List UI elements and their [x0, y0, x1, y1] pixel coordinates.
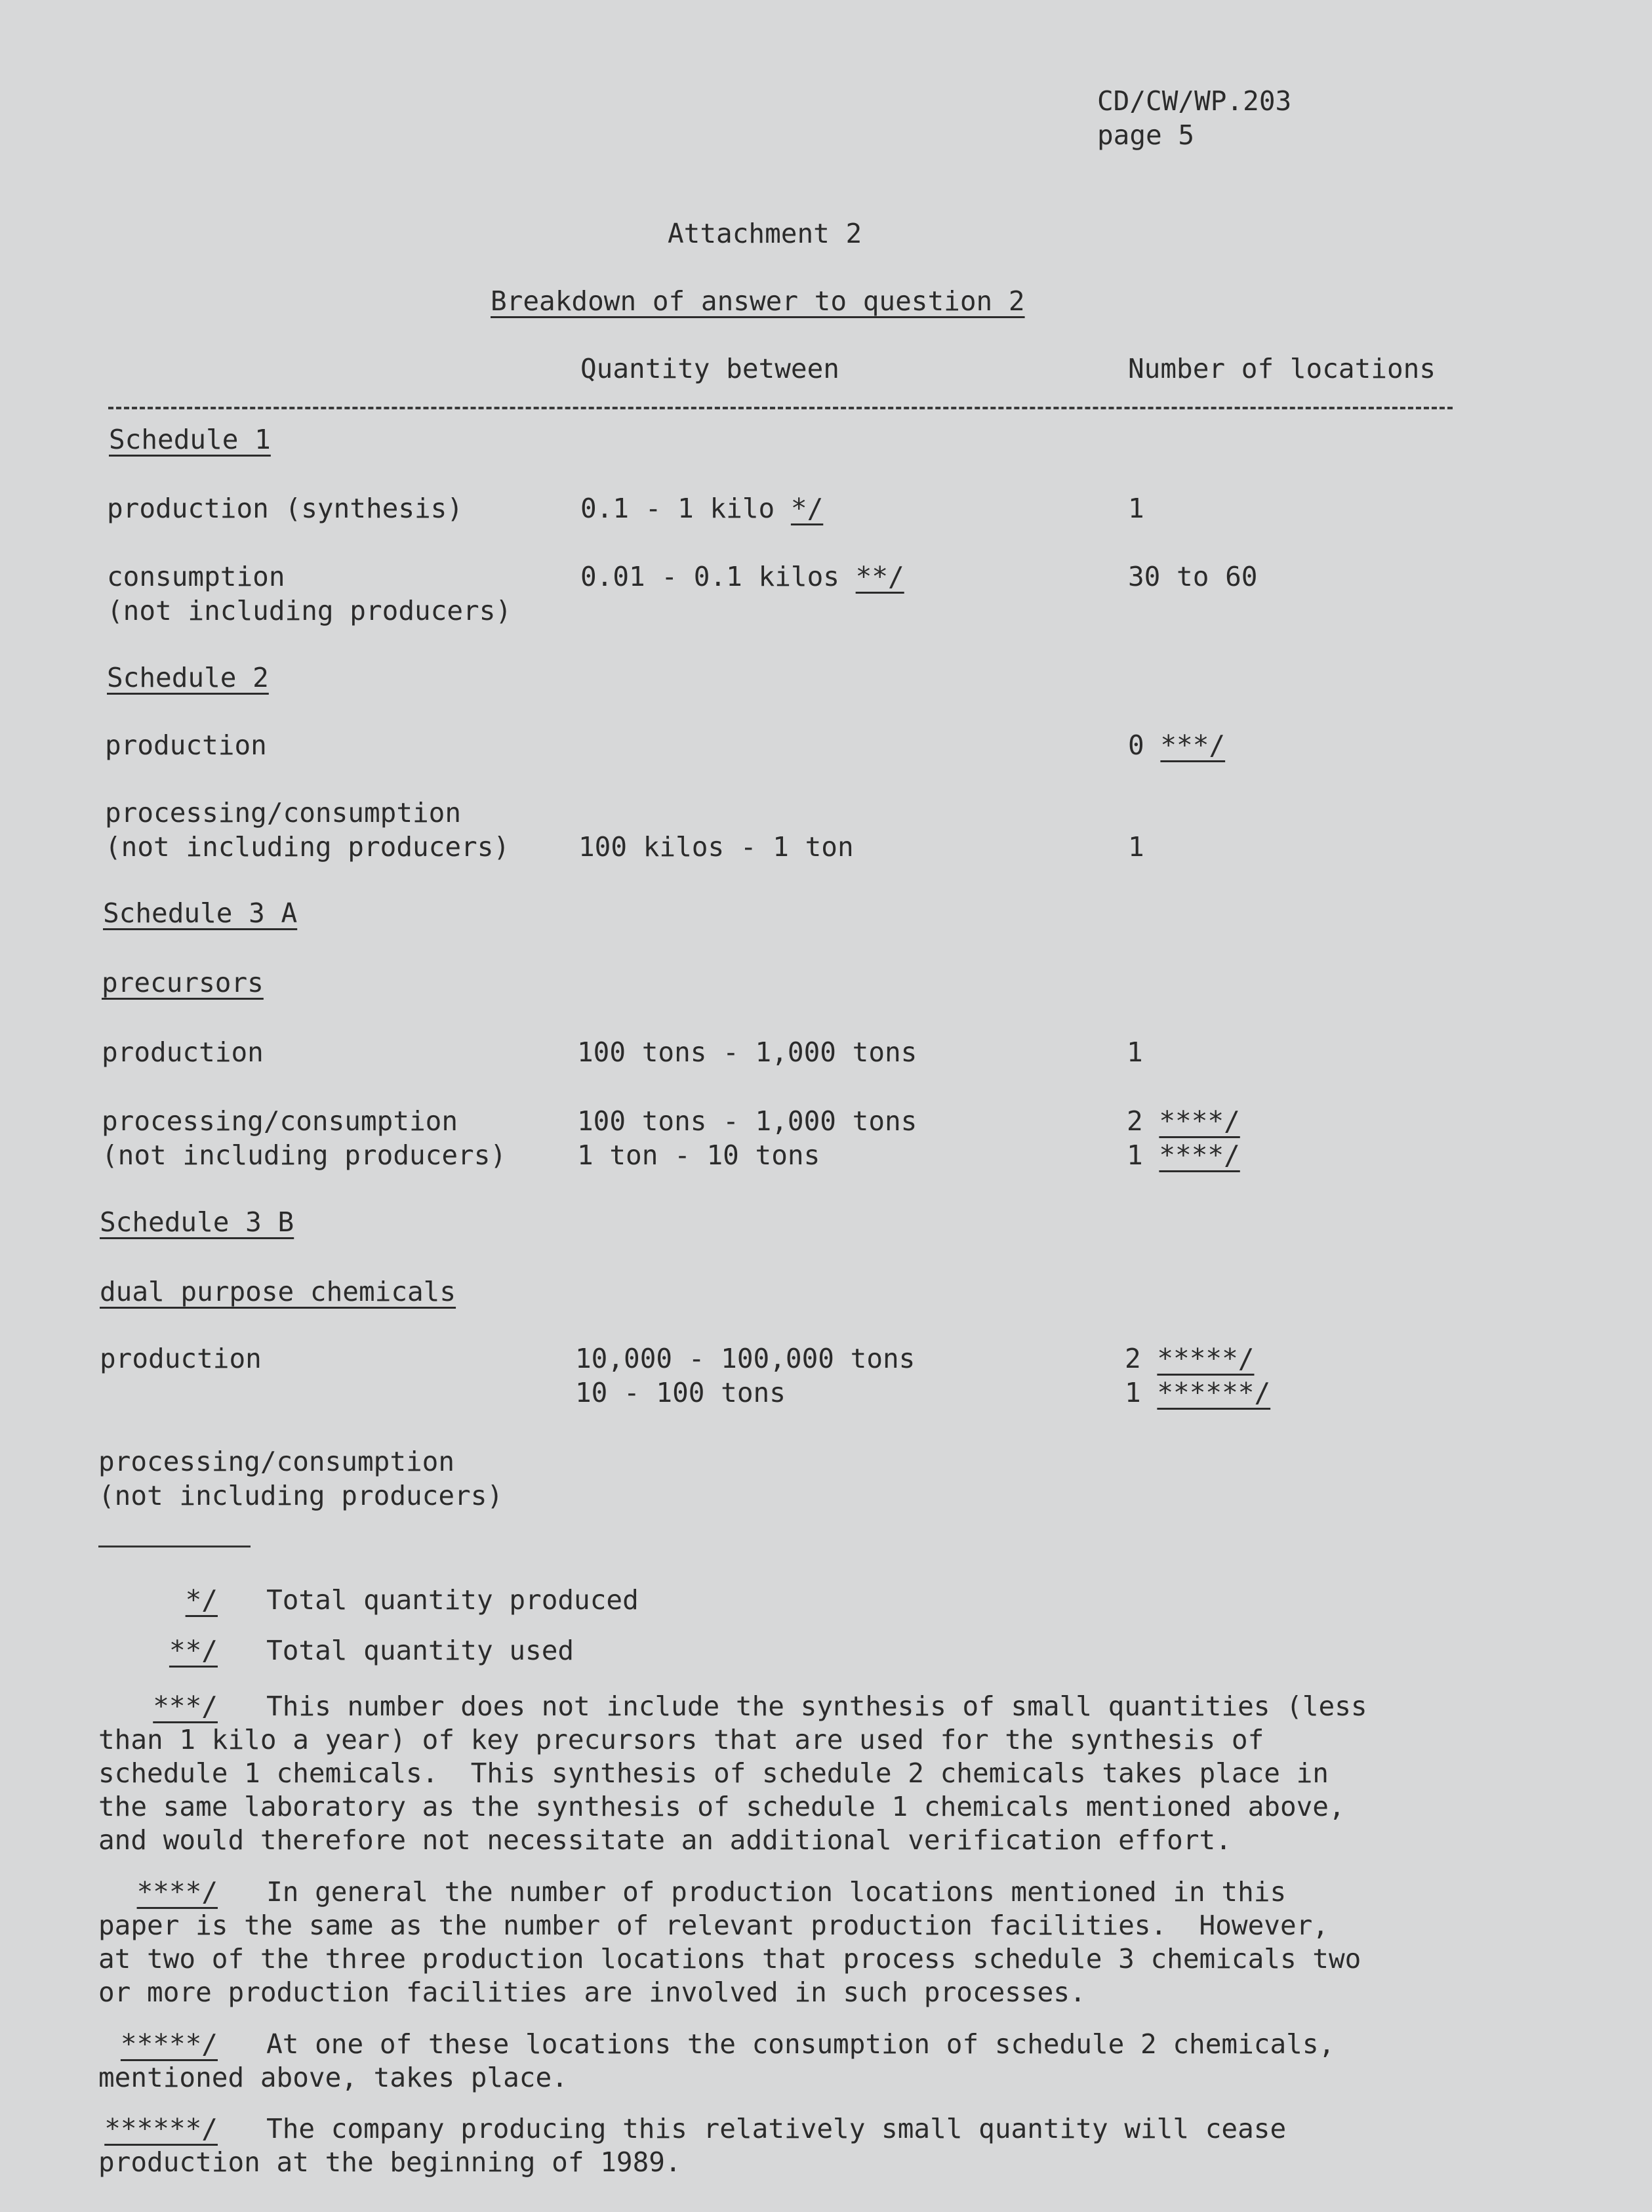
footnote-line: or more production facilities are involved in such processes.	[98, 1976, 1086, 2008]
column-header-locations: Number of locations	[1128, 353, 1436, 384]
footnote-ref: */	[790, 493, 824, 524]
schedule-3a-subheading: precursors	[102, 967, 264, 998]
s3a-processing-quantity-2: 1 ton - 10 tons	[577, 1139, 820, 1171]
footnote-1	[98, 1584, 1443, 1617]
footnote-3	[98, 1690, 1443, 1857]
footnote-mark: *****/	[120, 2028, 218, 2060]
schedule-3b-subheading: dual purpose chemicals	[100, 1276, 456, 1307]
attachment-label: Attachment 2	[668, 218, 862, 249]
column-header-quantity: Quantity between	[580, 353, 839, 384]
footnote-ref: **/	[855, 561, 904, 592]
s3a-processing-locations-2: 1 ****/	[1127, 1139, 1240, 1171]
footnote-mark: */	[185, 1584, 218, 1616]
footnote-5	[98, 2028, 1443, 2095]
dashed-separator	[108, 407, 1453, 409]
footnote-mark: ******/	[104, 2113, 218, 2144]
footnote-line: mentioned above, takes place.	[98, 2062, 568, 2093]
footnote-ref: ****/	[1159, 1105, 1240, 1137]
document-reference: CD/CW/WP.203	[1097, 85, 1292, 117]
s3a-production-label: production	[102, 1036, 264, 1068]
footnote-line: than 1 kilo a year) of key precursors that are used for the synthesis of	[98, 1724, 1264, 1755]
s2-processing-label: processing/consumption	[105, 797, 462, 829]
s3a-processing-quantity-1: 100 tons - 1,000 tons	[577, 1105, 917, 1137]
s3b-processing-label: processing/consumption	[98, 1446, 455, 1477]
schedule-3a-heading: Schedule 3 A	[103, 897, 298, 929]
s3a-production-locations: 1	[1127, 1036, 1143, 1068]
footnote-line: ***/ This number does not include the synthesis of small quantities (less	[98, 1690, 1443, 1723]
s1-production-locations: 1	[1128, 493, 1144, 524]
s3b-production-locations-2: 1 ******/	[1125, 1377, 1271, 1408]
footnote-line: and would therefore not necessitate an additional verification effort.	[98, 1824, 1232, 1856]
s3a-processing-note: (not including producers)	[102, 1139, 507, 1171]
s2-processing-note: (not including producers)	[105, 831, 510, 863]
footnote-4	[98, 1875, 1443, 2009]
footnote-mark: **/	[169, 1635, 218, 1666]
footnote-separator	[98, 1546, 251, 1547]
footnote-line: */ Total quantity produced	[98, 1584, 1443, 1617]
footnote-6	[98, 2112, 1443, 2179]
s1-consumption-locations: 30 to 60	[1128, 561, 1258, 592]
s3a-processing-label: processing/consumption	[102, 1105, 458, 1137]
footnote-mark: ****/	[136, 1876, 218, 1908]
s3b-production-locations-1: 2 *****/	[1125, 1343, 1255, 1374]
s2-processing-quantity: 100 kilos - 1 ton	[578, 831, 854, 863]
footnote-ref: ****/	[1159, 1139, 1240, 1171]
footnote-line: at two of the three production locations that process schedule 3 chemicals two	[98, 1943, 1361, 1975]
s3a-production-quantity: 100 tons - 1,000 tons	[577, 1036, 917, 1068]
footnote-line: ****/ In general the number of production locations mentioned in this	[98, 1875, 1443, 1909]
s1-consumption-quantity: 0.01 - 0.1 kilos **/	[580, 561, 904, 592]
footnote-ref: ***/	[1160, 729, 1226, 761]
page-title: Breakdown of answer to question 2	[491, 285, 1025, 317]
footnote-line: **/ Total quantity used	[98, 1634, 1443, 1668]
schedule-1-heading: Schedule 1	[109, 424, 271, 455]
page-number: page 5	[1097, 119, 1195, 151]
schedule-2-heading: Schedule 2	[107, 662, 269, 693]
footnote-line: paper is the same as the number of relevant production facilities. However,	[98, 1910, 1329, 1941]
schedule-3b-heading: Schedule 3 B	[100, 1206, 294, 1238]
footnote-mark: ***/	[153, 1690, 218, 1722]
s2-production-label: production	[105, 729, 267, 761]
s3b-production-quantity-1: 10,000 - 100,000 tons	[575, 1343, 916, 1374]
s1-consumption-label: consumption	[107, 561, 285, 592]
footnote-ref: ******/	[1157, 1377, 1271, 1408]
s2-processing-locations: 1	[1128, 831, 1144, 863]
s1-production-quantity: 0.1 - 1 kilo */	[580, 493, 824, 524]
s3a-processing-locations-1: 2 ****/	[1127, 1105, 1240, 1137]
s1-production-label: production (synthesis)	[107, 493, 464, 524]
s3b-production-quantity-2: 10 - 100 tons	[575, 1377, 786, 1408]
footnote-line: *****/ At one of these locations the consumption of schedule 2 chemicals,	[98, 2028, 1443, 2061]
footnote-line: ******/ The company producing this relatively small quantity will cease	[98, 2112, 1443, 2146]
s3b-production-label: production	[100, 1343, 262, 1374]
footnote-2	[98, 1634, 1443, 1668]
s1-consumption-note: (not including producers)	[107, 595, 512, 626]
footnote-line: schedule 1 chemicals. This synthesis of schedule 2 chemicals takes place in	[98, 1757, 1329, 1789]
s3b-processing-note: (not including producers)	[98, 1480, 504, 1511]
footnote-line: production at the beginning of 1989.	[98, 2146, 681, 2178]
footnote-line: the same laboratory as the synthesis of schedule 1 chemicals mentioned above,	[98, 1791, 1345, 1822]
s2-production-locations: 0 ***/	[1128, 729, 1226, 761]
footnote-ref: *****/	[1157, 1343, 1255, 1374]
